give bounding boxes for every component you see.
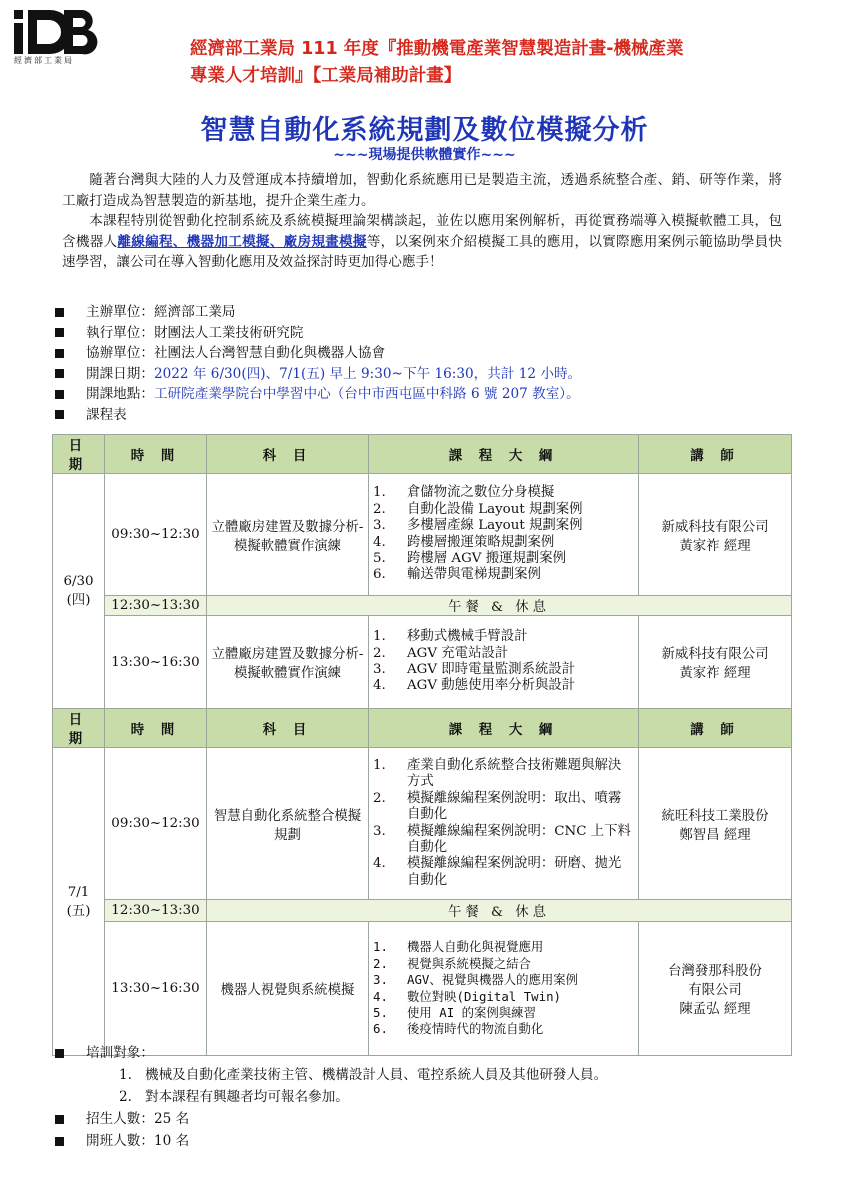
lunch-row <box>53 596 792 616</box>
executor-text: 執行單位：財團法人工業技術研究院 <box>86 324 304 341</box>
outline-text: 模擬離線編程案例說明：CNC 上下料自動化 <box>407 823 631 855</box>
day-weekday: (五) <box>66 903 91 919</box>
subject-cell: 立體廠房建置及數據分析-模擬軟體實作演練 <box>207 616 369 709</box>
outline-number: 4. <box>373 856 386 872</box>
time-cell: 09:30~12:30 <box>105 748 207 900</box>
table-row <box>53 748 792 900</box>
outline-number: 2. <box>373 790 386 806</box>
outline-text: 產業自動化系統整合技術難題與解決方式 <box>407 757 622 790</box>
outline-item <box>373 824 634 857</box>
outline-list <box>373 629 634 695</box>
outline-cell <box>369 616 639 709</box>
outline-cell <box>369 922 639 1056</box>
lecturer-org: 統旺科技工業股份 <box>661 808 769 824</box>
lecturer-cell <box>639 922 792 1056</box>
outline-cell <box>369 474 639 596</box>
outline-item <box>373 791 634 824</box>
header-date: 日 期 <box>53 709 105 748</box>
item-number: 2. <box>119 1089 132 1105</box>
lunch-row <box>53 900 792 922</box>
lecturer-cell <box>639 474 792 596</box>
day-date: 7/1 <box>67 884 90 900</box>
outline-list <box>373 939 634 1037</box>
outline-item <box>373 856 634 889</box>
outline-number: 2. <box>373 501 386 517</box>
header-time: 時 間 <box>105 435 207 474</box>
lecturer-name: 鄭智昌 經理 <box>679 827 751 843</box>
header-time: 時 間 <box>105 709 207 748</box>
lunch-time: 12:30~13:30 <box>105 900 207 922</box>
outline-text: AGV 充電站設計 <box>407 645 509 661</box>
day-cell <box>53 474 105 709</box>
lecturer-org: 新威科技有限公司 <box>661 647 769 662</box>
outline-item <box>373 956 634 972</box>
target-text: 機械及自動化產業技術主管、機構設計人員、電控系統人員及其他研發人員。 <box>145 1067 608 1083</box>
bullet-icon <box>55 390 64 399</box>
lunch-label: 午餐 & 休息 <box>207 900 792 922</box>
lecturer-cell <box>639 616 792 709</box>
time-cell: 09:30~12:30 <box>105 474 207 596</box>
co-organizer-text: 協辦單位：社團法人台灣智慧自動化與機器人協會 <box>86 345 386 361</box>
outline-text: 跨樓層搬運策略規劃案例 <box>407 534 555 550</box>
bullet-icon <box>55 328 64 337</box>
outline-item <box>373 972 634 988</box>
bullet-icon <box>55 369 64 378</box>
outline-number: 1. <box>373 939 388 955</box>
outline-cell <box>369 748 639 900</box>
outline-text: 模擬離線編程案例說明：研磨、拋光自動化 <box>407 856 622 888</box>
open-count <box>55 1130 815 1152</box>
outline-number: 2. <box>373 955 388 971</box>
subject-cell: 智慧自動化系統整合模擬規劃 <box>207 748 369 900</box>
table-row <box>53 474 792 596</box>
info-venue <box>55 384 815 405</box>
intro-text-before: 本課程特別從智動化控制系統及系統模擬理論架構談起，並佐以應用案例解析，再從實務端導入模擬軟體工具，包含機器人 <box>62 213 782 250</box>
time-cell: 13:30~16:30 <box>105 616 207 709</box>
outline-item <box>373 646 634 662</box>
outline-number: 4. <box>373 534 386 550</box>
day-weekday: (四) <box>66 593 91 608</box>
venue-label: 開課地點： <box>86 386 154 402</box>
open-text: 開班人數：10 名 <box>86 1133 190 1149</box>
outline-text: 數位對映(Digital Twin) <box>407 988 561 1004</box>
outline-text: 多樓層產線 Layout 規劃案例 <box>407 518 583 534</box>
target-item <box>55 1064 815 1086</box>
venue-value: 工研院產業學院台中學習中心（台中市西屯區中科路 6 號 207 教室）。 <box>153 386 580 402</box>
outline-item <box>373 485 634 501</box>
intro-text <box>62 170 782 273</box>
outline-text: 移動式機械手臂設計 <box>407 629 528 645</box>
outline-number: 3. <box>373 972 388 988</box>
course-info <box>55 302 815 425</box>
day-cell <box>53 748 105 1056</box>
info-executor <box>55 323 815 344</box>
date-value: 2022 年 6/30(四)、7/1(五) 早上 9:30~下午 16:30，共計 12 小時。 <box>153 365 582 382</box>
outline-text: AGV 即時電量監測系統設計 <box>407 662 576 677</box>
logo-subtitle: 經濟部工業局 <box>14 56 74 65</box>
course-title: 智慧自動化系統規劃及數位模擬分析 <box>200 115 649 146</box>
outline-text: 機器人自動化與視覺應用 <box>407 939 544 955</box>
enroll-count <box>55 1108 815 1130</box>
item-number: 1. <box>119 1067 132 1083</box>
outline-item <box>373 1021 634 1037</box>
program-header <box>190 36 810 90</box>
intro-highlight: 離線編程、機器加工模擬、廠房規畫模擬 <box>117 233 367 250</box>
course-subtitle: ~~~現場提供軟體實作~~~ <box>333 147 516 163</box>
outline-text: 模擬離線編程案例說明：取出、噴霧自動化 <box>407 790 622 823</box>
header-subject: 科 目 <box>207 709 369 748</box>
info-schedule <box>55 405 815 426</box>
idb-logo-mark <box>12 8 98 56</box>
outline-number: 1. <box>373 485 386 501</box>
outline-item <box>373 551 634 567</box>
table-header-row <box>53 435 792 474</box>
outline-number: 4. <box>373 678 386 694</box>
header-line-1: 經濟部工業局 111 年度『推動機電產業智慧製造計畫-機械產業 <box>190 39 684 59</box>
bullet-icon <box>55 1137 64 1146</box>
bullet-icon <box>55 349 64 358</box>
outline-text: 輸送帶與電梯規劃案例 <box>407 567 541 583</box>
info-date <box>55 364 815 385</box>
outline-text: 使用 AI 的案例與練習 <box>407 1004 536 1020</box>
bullet-icon <box>55 1049 64 1058</box>
target-label: 培訓對象： <box>86 1045 154 1061</box>
outline-number: 4. <box>373 988 388 1004</box>
outline-item <box>373 518 634 534</box>
target-item <box>55 1086 815 1108</box>
outline-number: 5. <box>373 550 386 566</box>
lecturer-cell <box>639 748 792 900</box>
outline-list <box>373 485 634 583</box>
outline-item <box>373 662 634 678</box>
outline-number: 5. <box>373 1004 388 1020</box>
schedule-table <box>52 434 792 1056</box>
outline-text: 視覺與系統模擬之結合 <box>407 955 531 971</box>
target-audience <box>55 1042 815 1064</box>
outline-text: 倉儲物流之數位分身模擬 <box>407 485 555 501</box>
outline-number: 2. <box>373 645 386 661</box>
intro-paragraph-2 <box>62 211 782 273</box>
date-label: 開課日期： <box>86 365 154 382</box>
lecturer-org: 新威科技有限公司 <box>661 519 769 535</box>
lecturer-org: 台灣發那科股份有限公司 <box>668 964 762 998</box>
outline-number: 1. <box>373 629 386 645</box>
outline-number: 3. <box>373 662 386 677</box>
subject-cell: 機器人視覺與系統模擬 <box>207 922 369 1056</box>
outline-item <box>373 535 634 551</box>
outline-item <box>373 629 634 645</box>
outline-item <box>373 678 634 694</box>
outline-number: 6. <box>373 567 386 583</box>
bullet-icon <box>55 410 64 419</box>
intro-text-after: 等，以案例來介紹模擬工具的應用，以實際應用案例示範協助學員快速學習，讓公司在導入智動化應用及效益探討時更加得心應手！ <box>62 233 783 271</box>
outline-text: 後疫情時代的物流自動化 <box>407 1021 544 1037</box>
outline-text: 跨樓層 AGV 搬運規劃案例 <box>407 550 567 566</box>
header-date: 日 期 <box>53 435 105 474</box>
outline-text: AGV、視覺與機器人的應用案例 <box>407 972 579 988</box>
lunch-label: 午餐 & 休息 <box>207 596 792 616</box>
outline-item <box>373 1005 634 1021</box>
info-organizer <box>55 302 815 323</box>
day-date: 6/30 <box>63 574 94 589</box>
subject-cell: 立體廠房建置及數據分析-模擬軟體實作演練 <box>207 474 369 596</box>
outline-text: 自動化設備 Layout 規劃案例 <box>407 501 583 517</box>
outline-item <box>373 502 634 518</box>
header-lecturer: 講 師 <box>639 709 792 748</box>
outline-item <box>373 939 634 955</box>
target-text: 對本課程有興趣者均可報名參加。 <box>145 1089 349 1105</box>
outline-item <box>373 989 634 1005</box>
outline-item <box>373 758 634 791</box>
table-header-row <box>53 709 792 748</box>
table-row <box>53 616 792 709</box>
course-footer <box>55 1042 815 1152</box>
outline-text: AGV 動態使用率分析與設計 <box>407 678 576 694</box>
header-outline: 課 程 大 綱 <box>369 435 639 474</box>
outline-number: 1. <box>373 757 386 773</box>
outline-item <box>373 567 634 583</box>
time-cell: 13:30~16:30 <box>105 922 207 1056</box>
lunch-time: 12:30~13:30 <box>105 596 207 616</box>
outline-number: 3. <box>373 823 386 839</box>
schedule-label: 課程表 <box>86 406 127 423</box>
enroll-text: 招生人數：25 名 <box>86 1111 190 1127</box>
header-lecturer: 講 師 <box>639 435 792 474</box>
outline-number: 3. <box>373 518 386 534</box>
table-row <box>53 922 792 1056</box>
outline-list <box>373 758 634 889</box>
header-line-2: 專業人才培訓』【工業局補助計畫】 <box>190 66 462 86</box>
lecturer-name: 陳孟弘 經理 <box>679 1002 751 1017</box>
organizer-text: 主辦單位：經濟部工業局 <box>86 304 236 320</box>
lecturer-name: 黃家祚 經理 <box>679 538 751 554</box>
outline-number: 6. <box>373 1021 388 1037</box>
bullet-icon <box>55 1115 64 1124</box>
info-co-organizer <box>55 343 815 364</box>
bullet-icon <box>55 308 64 317</box>
header-subject: 科 目 <box>207 435 369 474</box>
intro-paragraph-1: 隨著台灣與大陸的人力及營運成本持續增加，智動化系統應用已是製造主流，透過系統整合產、銷、研等作業，將工廠打造成為智慧製造的新基地，提升企業生產力。 <box>62 172 782 209</box>
lecturer-name: 黃家祚 經理 <box>679 666 751 681</box>
header-outline: 課 程 大 綱 <box>369 709 639 748</box>
